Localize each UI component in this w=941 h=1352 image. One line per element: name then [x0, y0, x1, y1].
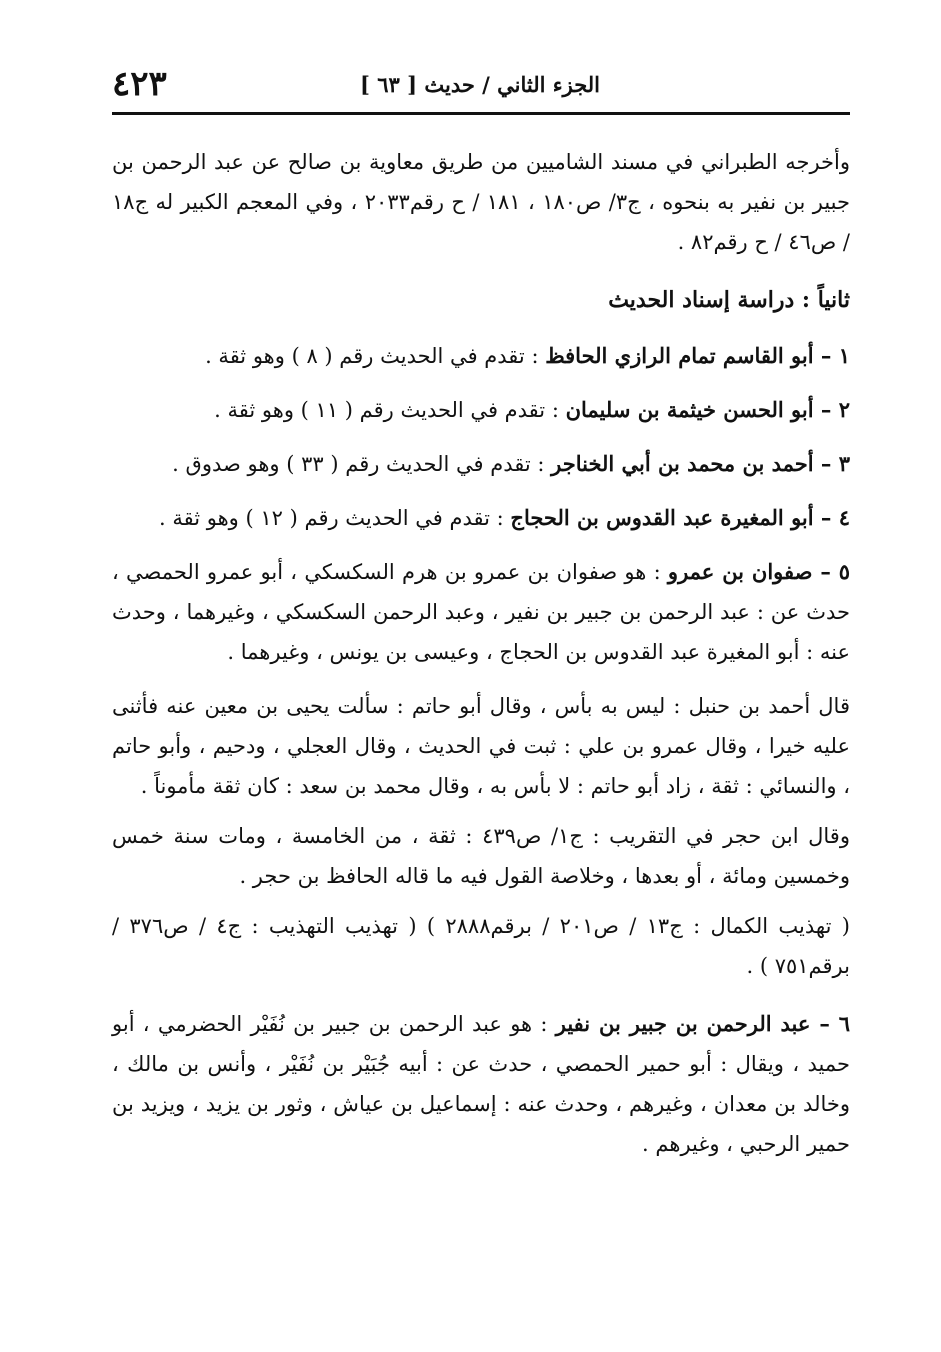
- narrator-item-6: ٦ – عبد الرحمن بن جبير بن نفير : هو عبد الرحمن بن جبير بن نُفَيْر الحضرمي ، أبو حميد ، ويقال : أبو حمير الحمصي ، حدث عن : أبيه جُبَيْر بن نُفَيْر ، وأنس بن مالك ، وخالد بن معدان ، وغيرهم ، وحدث عنه : إسماعيل بن عياش ، وثور بن يزيد ، ويزيد بن حمير الرحبي ، وغيرهم .: [112, 1011, 851, 1156]
- narrator-name: أحمد بن محمد بن أبي الخناجر: [551, 451, 814, 476]
- narrator-name: أبو الحسن خيثمة بن سليمان: [565, 397, 814, 422]
- header-rule: [112, 112, 850, 115]
- narrator-name: أبو المغيرة عبد القدوس بن الحجاج: [510, 505, 814, 530]
- narrator-name: أبو القاسم تمام الرازي الحافظ: [545, 343, 814, 368]
- item-number: ٥: [838, 559, 850, 584]
- narrator-text: : تقدم في الحديث رقم ( ١١ ) وهو ثقة .: [214, 398, 566, 422]
- page-number: ٤٢٣: [112, 64, 167, 104]
- intro-paragraph: وأخرجه الطبراني في مسند الشاميين من طريق معاوية بن صالح عن عبد الرحمن بن جبير بن نفير به بنحوه ، ج٣/ ص١٨٠ ، ١٨١ / ح رقم٢٠٣٣ ، وفي المعجم الكبير له ج١٨ / ص٤٦ / ح رقم٨٢ .: [112, 150, 850, 254]
- section-heading: ثانياً : دراسة إسناد الحديث: [608, 287, 850, 313]
- narrator-5-references: ( تهذيب الكمال : ج١٣ / ص٢٠١ / برقم٢٨٨٨ ) ( تهذيب التهذيب : ج٤ / ص٣٧٦ / برقم٧٥١ ) .: [112, 914, 850, 978]
- narrator-item-2: ٢ – أبو الحسن خيثمة بن سليمان : تقدم في الحديث رقم ( ١١ ) وهو ثقة .: [214, 397, 850, 422]
- narrator-text: : تقدم في الحديث رقم ( ٣٣ ) وهو صدوق .: [172, 452, 552, 476]
- narrator-5-conclusion: وقال ابن حجر في التقريب : ج١/ ص٤٣٩ : ثقة ، من الخامسة ، ومات سنة خمس وخمسين ومائة ، أو بعدها ، وخلاصة القول فيه ما قاله الحافظ بن حجر .: [112, 824, 850, 888]
- narrator-item-5: ٥ – صفوان بن عمرو : هو صفوان بن عمرو بن هرم السكسكي ، أبو عمرو الحمصي ، حدث عن : عبد الرحمن بن جبير بن نفير ، وعبد الرحمن السكسكي ، وغيرهما ، وحدث عنه : أبو المغيرة عبد القدوس بن الحجاج ، وعيسى بن يونس ، وغيرهما .: [112, 559, 850, 664]
- main-text: [112, 142, 850, 1178]
- narrator-item-1: ١ – أبو القاسم تمام الرازي الحافظ : تقدم في الحديث رقم ( ٨ ) وهو ثقة .: [205, 343, 850, 368]
- narrator-text: : هو صفوان بن عمرو بن هرم السكسكي ، أبو عمرو الحمصي ، حدث عن : عبد الرحمن بن جبير بن نفير ، وعبد الرحمن السكسكي ، وغيرهما ، وحدث عنه : أبو المغيرة عبد القدوس بن الحجاج ، وعيسى بن يونس ، وغيرهما .: [112, 560, 850, 664]
- item-number: ٤: [838, 505, 850, 530]
- narrator-text: : هو عبد الرحمن بن جبير بن نُفَيْر الحضرمي ، أبو حميد ، ويقال : أبو حمير الحمصي ، حدث عن : أبيه جُبَيْر بن نُفَيْر ، وأنس بن مالك ، وخالد بن معدان ، وغيرهم ، وحدث عنه : إسماعيل بن عياش ، وثور بن يزيد ، ويزيد بن حمير الرحبي ، وغيرهم .: [112, 1012, 850, 1156]
- item-number: ٦: [838, 1011, 851, 1036]
- narrator-item-4: ٤ – أبو المغيرة عبد القدوس بن الحجاج : تقدم في الحديث رقم ( ١٢ ) وهو ثقة .: [159, 505, 850, 530]
- narrator-item-3: ٣ – أحمد بن محمد بن أبي الخناجر : تقدم في الحديث رقم ( ٣٣ ) وهو صدوق .: [172, 451, 850, 476]
- narrator-text: : تقدم في الحديث رقم ( ١٢ ) وهو ثقة .: [159, 506, 511, 530]
- item-number: ٢: [838, 397, 850, 422]
- narrator-text: : تقدم في الحديث رقم ( ٨ ) وهو ثقة .: [205, 344, 546, 368]
- item-number: ١: [838, 343, 850, 368]
- narrator-name: صفوان بن عمرو: [667, 559, 813, 584]
- narrator-5-gradings: قال أحمد بن حنبل : ليس به بأس ، وقال أبو حاتم : سألت يحيى بن معين عنه فأثنى عليه خيرا ، وقال عمرو بن علي : ثبت في الحديث ، وقال العجلي ، ودحيم ، وأبو حاتم ، والنسائي : ثقة ، زاد أبو حاتم : لا بأس به ، وقال محمد بن سعد : كان ثقة مأموناً .: [112, 694, 850, 798]
- item-number: ٣: [838, 451, 850, 476]
- running-header: [112, 62, 850, 108]
- narrator-name: عبد الرحمن بن جبير بن نفير: [555, 1011, 811, 1036]
- header-title: الجزء الثاني / حديث [ ٦٣ ]: [359, 72, 600, 97]
